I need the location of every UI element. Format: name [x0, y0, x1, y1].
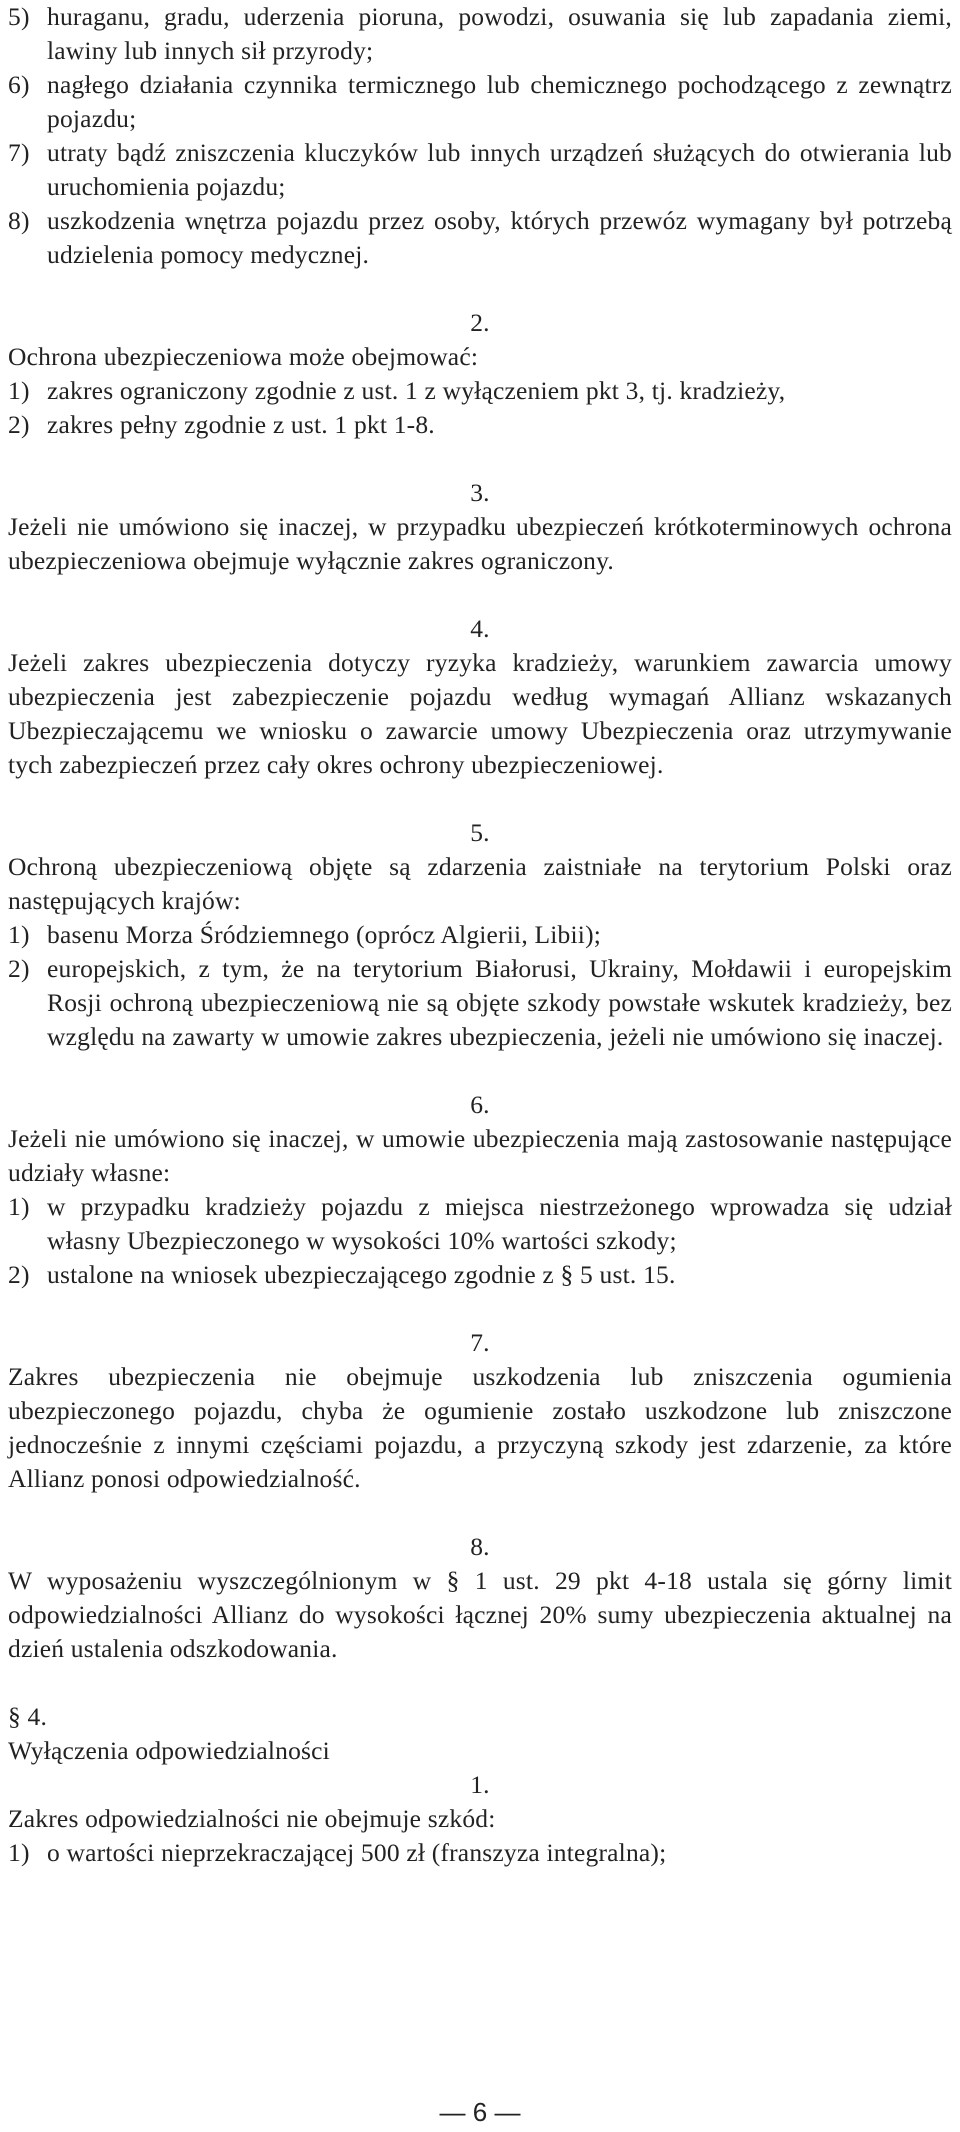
paragraph-title: Wyłączenia odpowiedzialności	[8, 1736, 330, 1765]
list-item	[8, 0, 952, 68]
paragraph-4	[8, 1700, 952, 1870]
list-item	[8, 1836, 952, 1870]
section-5	[8, 816, 952, 1054]
list-item-text: utraty bądź zniszczenia kluczyków lub innych urządzeń służących do otwierania lub uruchomienia pojazdu;	[47, 138, 952, 201]
paragraph-number: § 4.	[8, 1702, 48, 1731]
document-page	[8, 0, 952, 1870]
list-item-text: nagłego działania czynnika termicznego lub chemicznego pochodzącego z zewnątrz pojazdu;	[47, 70, 952, 133]
list-item-text: europejskich, z tym, że na terytorium Białorusi, Ukrainy, Mołdawii i europejskim Rosji ochroną ubezpieczeniową nie są objęte szkody powstałe wskutek kradzieży, bez względu na zawarty w umowie zakres ubezpieczenia, jeżeli nie umówiono się inaczej.	[47, 954, 952, 1051]
list-item-text: basenu Morza Śródziemnego (oprócz Algierii, Libii);	[47, 920, 602, 949]
list-item-number: 1)	[8, 1838, 30, 1867]
section-number: 1.	[470, 1770, 490, 1799]
list-item-number: 2)	[8, 1260, 30, 1289]
list-item	[8, 918, 952, 952]
section-intro: Jeżeli nie umówiono się inaczej, w umowie ubezpieczenia mają zastosowanie następujące udziały własne:	[8, 1124, 952, 1187]
damage-causes-list	[8, 0, 952, 272]
section-text: Jeżeli nie umówiono się inaczej, w przypadku ubezpieczeń krótkoterminowych ochrona ubezpieczeniowa obejmuje wyłącznie zakres ograniczony.	[8, 512, 952, 575]
section-8	[8, 1530, 952, 1666]
page-number: — 6 —	[439, 2097, 521, 2127]
section-text: Jeżeli zakres ubezpieczenia dotyczy ryzyka kradzieży, warunkiem zawarcia umowy ubezpieczenia jest zabezpieczenie pojazdu według wymagań Allianz wskazanych Ubezpieczającemu we wniosku o zawarcie umowy Ubezpieczenia oraz utrzymywanie tych zabezpieczeń przez cały okres ochrony ubezpieczeniowej.	[8, 648, 952, 779]
section-number: 6.	[470, 1090, 490, 1119]
list-item-number: 2)	[8, 410, 30, 439]
section-number: 2.	[470, 308, 490, 337]
list-item-text: zakres ograniczony zgodnie z ust. 1 z wyłączeniem pkt 3, tj. kradzieży,	[47, 376, 786, 405]
list-item	[8, 1258, 952, 1292]
list-item-text: ustalone na wniosek ubezpieczającego zgodnie z § 5 ust. 15.	[47, 1260, 676, 1289]
list-item-number: 7)	[8, 138, 30, 167]
section-4	[8, 612, 952, 782]
section-text: Zakres ubezpieczenia nie obejmuje uszkodzenia lub zniszczenia ogumienia ubezpieczonego pojazdu, chyba że ogumienie zostało uszkodzone lub zniszczone jednocześnie z innymi częściami pojazdu, a przyczyną szkody jest zdarzenie, za które Allianz ponosi odpowiedzialność.	[8, 1362, 952, 1493]
section-intro: Zakres odpowiedzialności nie obejmuje szkód:	[8, 1804, 496, 1833]
section-3	[8, 476, 952, 578]
list-item-number: 1)	[8, 920, 30, 949]
list-item-text: w przypadku kradzieży pojazdu z miejsca niestrzeżonego wprowadza się udział własny Ubezpieczonego w wysokości 10% wartości szkody;	[47, 1192, 952, 1255]
section-number: 4.	[470, 614, 490, 643]
section-text: W wyposażeniu wyszczególnionym w § 1 ust. 29 pkt 4-18 ustala się górny limit odpowiedzialności Allianz do wysokości łącznej 20% sumy ubezpieczenia aktualnej na dzień ustalenia odszkodowania.	[8, 1566, 952, 1663]
section-intro: Ochrona ubezpieczeniowa może obejmować:	[8, 342, 479, 371]
list-item-number: 8)	[8, 206, 30, 235]
section-intro: Ochroną ubezpieczeniową objęte są zdarzenia zaistniałe na terytorium Polski oraz następujących krajów:	[8, 852, 952, 915]
list-item-number: 2)	[8, 954, 30, 983]
section-number: 3.	[470, 478, 490, 507]
section-2	[8, 306, 952, 442]
list-item-number: 1)	[8, 1192, 30, 1221]
list-item-text: uszkodzenia wnętrza pojazdu przez osoby, których przewóz wymagany był potrzebą udzielenia pomocy medycznej.	[47, 206, 952, 269]
section-number: 7.	[470, 1328, 490, 1357]
section-number: 8.	[470, 1532, 490, 1561]
list-item	[8, 204, 952, 272]
list-item-text: zakres pełny zgodnie z ust. 1 pkt 1-8.	[47, 410, 435, 439]
section-number: 5.	[470, 818, 490, 847]
list-item	[8, 136, 952, 204]
section-6	[8, 1088, 952, 1292]
list-item	[8, 408, 952, 442]
list-item	[8, 68, 952, 136]
list-item	[8, 1190, 952, 1258]
list-item-text: o wartości nieprzekraczającej 500 zł (franszyza integralna);	[47, 1838, 667, 1867]
list-item-number: 1)	[8, 376, 30, 405]
list-item-number: 5)	[8, 2, 30, 31]
list-item	[8, 374, 952, 408]
list-item	[8, 952, 952, 1054]
section-7	[8, 1326, 952, 1496]
list-item-number: 6)	[8, 70, 30, 99]
list-item-text: huraganu, gradu, uderzenia pioruna, powodzi, osuwania się lub zapadania ziemi, lawiny lub innych sił przyrody;	[47, 2, 952, 65]
